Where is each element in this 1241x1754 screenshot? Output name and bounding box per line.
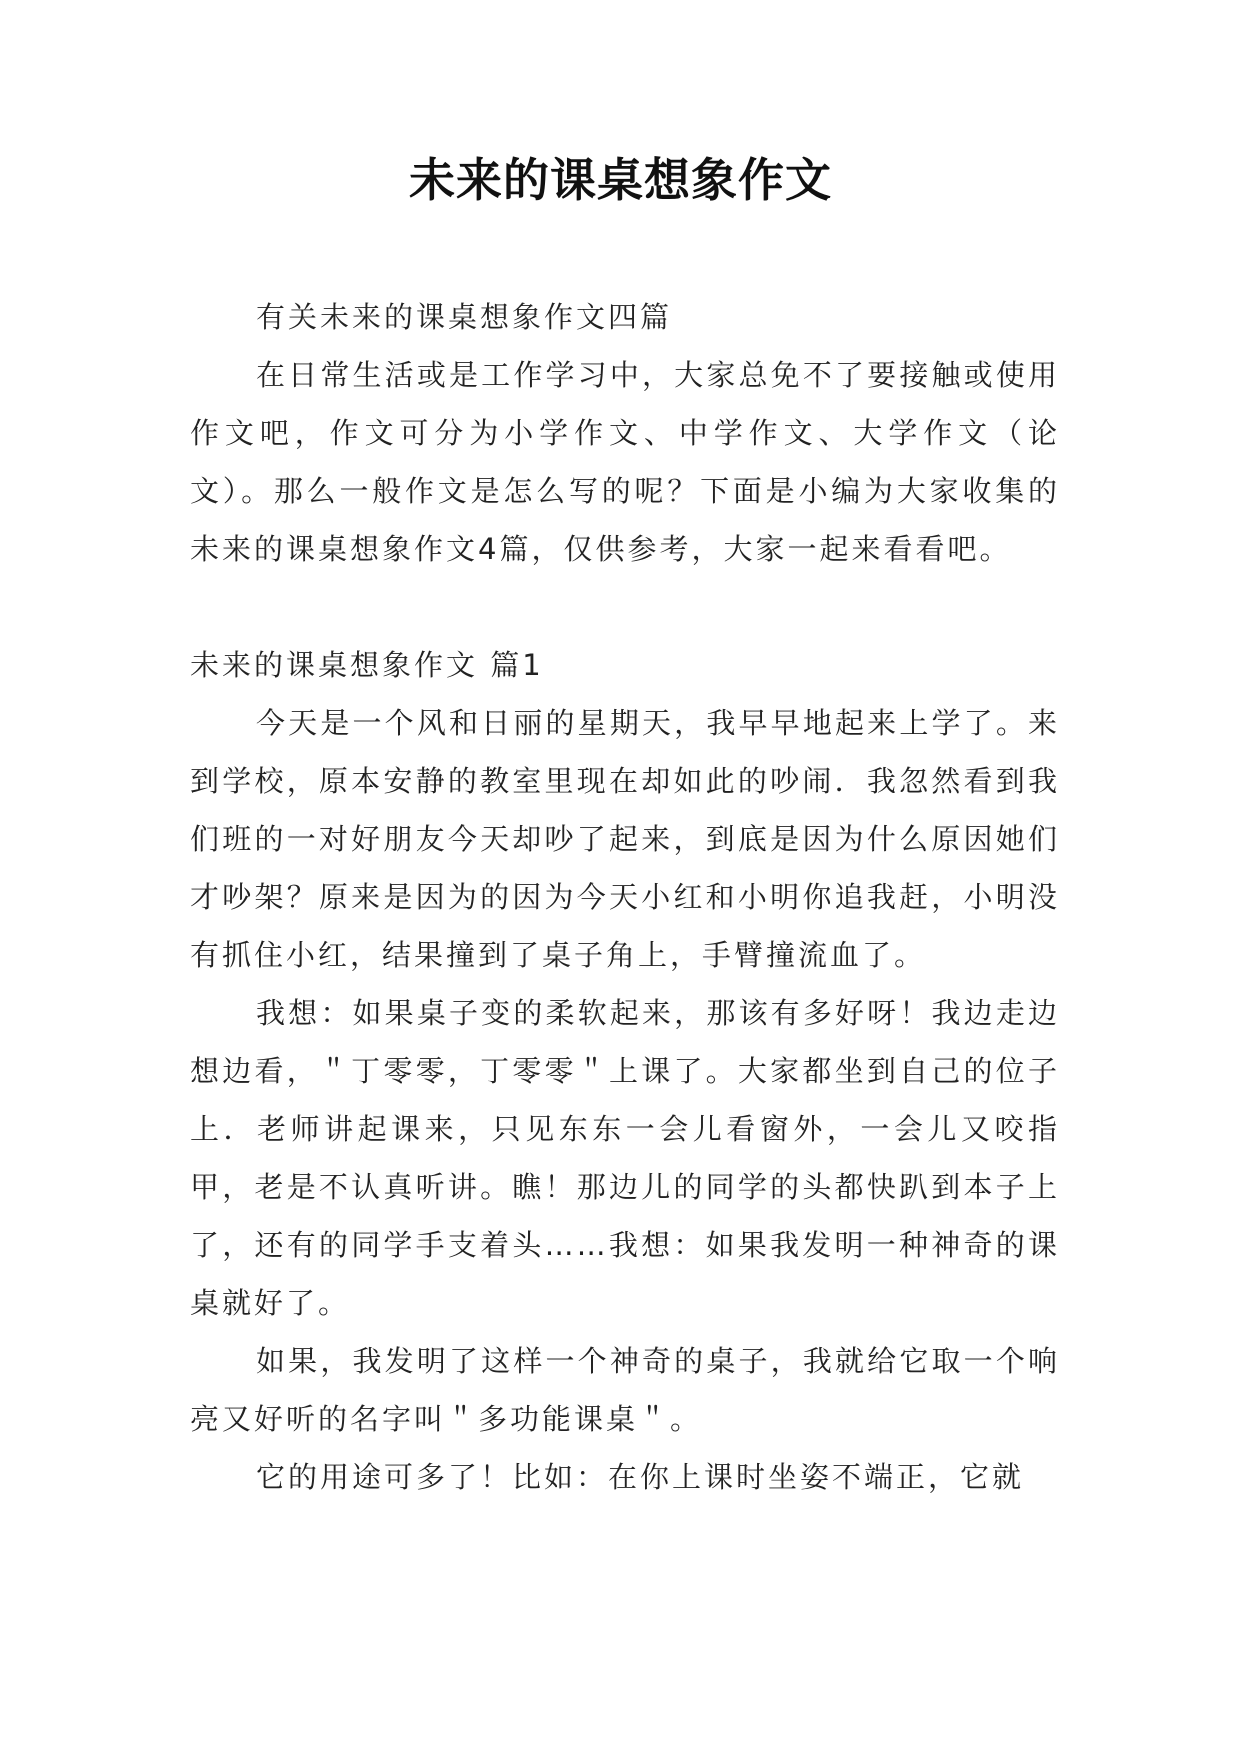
document-title: 未来的课桌想象作文 (409, 153, 832, 207)
body-paragraph: 它的用途可多了！比如：在你上课时坐姿不端正，它就 (256, 1460, 1025, 1494)
body-paragraph: 如果，我发明了这样一个神奇的桌子，我就给它取一个响亮又好听的名字叫＂多功能课桌＂。 (190, 1344, 1060, 1436)
body-paragraph: 今天是一个风和日丽的星期天，我早早地起来上学了。来到学校，原本安静的教室里现在却如此的吵闹．我忽然看到我们班的一对好朋友今天却吵了起来，到底是因为什么原因她们才吵架？原来是因为的因为今天小红和小明你追我赶，小明没有抓住小红，结果撞到了桌子角上，手臂撞流血了。 (190, 706, 1060, 972)
intro-subtitle: 有关未来的课桌想象作文四篇 (256, 300, 673, 334)
body-paragraph: 我想：如果桌子变的柔软起来，那该有多好呀！我边走边想边看，＂丁零零，丁零零＂上课了。大家都坐到自己的位子上．老师讲起课来，只见东东一会儿看窗外，一会儿又咬指甲，老是不认真听讲。瞧！那边儿的同学的头都快趴到本子上了，还有的同学手支着头……我想：如果我发明一种神奇的课桌就好了。 (190, 996, 1060, 1320)
document-body (190, 288, 1060, 1506)
section-heading: 未来的课桌想象作文 篇1 (190, 648, 544, 682)
intro-paragraph: 在日常生活或是工作学习中，大家总免不了要接触或使用作文吧，作文可分为小学作文、中学作文、大学作文（论文）。那么一般作文是怎么写的呢？下面是小编为大家收集的未来的课桌想象作文4篇，仅供参考，大家一起来看看吧。 (190, 358, 1060, 566)
